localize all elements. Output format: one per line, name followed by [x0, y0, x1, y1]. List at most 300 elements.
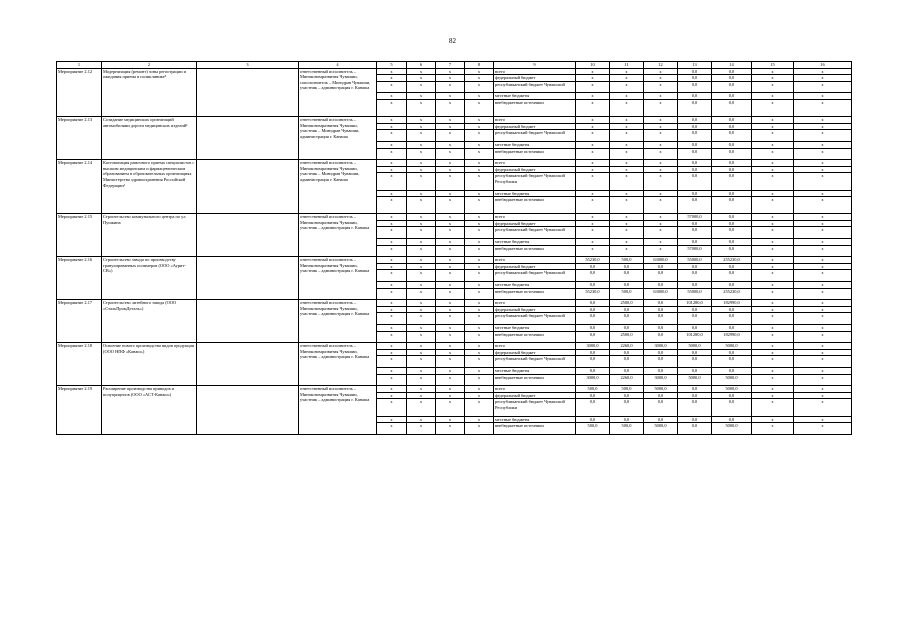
value-cell: х — [610, 130, 644, 142]
value-cell: 55230,0 — [576, 257, 610, 264]
value-cell: х — [644, 160, 678, 167]
code-cell: х — [436, 392, 465, 399]
value-cell: 0,0 — [712, 227, 752, 239]
code-cell: х — [465, 245, 494, 257]
code-cell: х — [407, 392, 436, 399]
code-cell: х — [377, 123, 407, 130]
value-cell: 0,0 — [712, 245, 752, 257]
value-cell: х — [794, 300, 852, 307]
value-cell: 2500,0 — [610, 300, 644, 307]
column-header: 9 — [494, 62, 576, 69]
measure-name: Освоение нового производства видов продукции (ООО НПФ «Канаш») — [102, 343, 197, 386]
value-cell: 0,0 — [644, 306, 678, 313]
value-cell: 0,0 — [678, 367, 712, 374]
code-cell: х — [407, 173, 436, 190]
code-cell: х — [465, 123, 494, 130]
code-cell: х — [465, 220, 494, 227]
measure-executor: ответственный исполнитель – Минэкономразвития Чувашии, участник – Минздрав Чувашии, администрация г. Канаша — [299, 160, 377, 214]
value-cell: х — [644, 173, 678, 190]
code-cell: х — [377, 263, 407, 270]
value-cell: 5000,0 — [712, 386, 752, 393]
value-cell: х — [794, 245, 852, 257]
funding-source: внебюджетные источники — [494, 423, 576, 435]
value-cell: х — [576, 75, 610, 82]
code-cell: х — [377, 367, 407, 374]
code-cell: х — [436, 93, 465, 100]
funding-source: федеральный бюджет — [494, 306, 576, 313]
code-cell: х — [436, 148, 465, 160]
measure-id: Мероприятие 2.16 — [57, 257, 102, 300]
value-cell: х — [644, 190, 678, 197]
value-cell: 0,0 — [576, 356, 610, 368]
value-cell: х — [610, 245, 644, 257]
value-cell: 3000,0 — [576, 374, 610, 386]
code-cell: х — [465, 68, 494, 75]
code-cell: х — [377, 374, 407, 386]
measure-executor: ответственный исполнитель – Минэкономразвития Чувашии, участник – администрация г. Канаша — [299, 257, 377, 300]
funding-source: республиканский бюджет Чувашской — [494, 81, 576, 93]
value-cell: х — [610, 123, 644, 130]
column-header: 5 — [377, 62, 407, 69]
value-cell: 3000,0 — [576, 343, 610, 350]
value-cell: х — [644, 214, 678, 221]
value-cell: х — [752, 173, 794, 190]
value-cell: х — [576, 239, 610, 246]
value-cell: 0,0 — [678, 386, 712, 393]
value-cell: 0,0 — [576, 263, 610, 270]
value-cell: х — [794, 166, 852, 173]
code-cell: х — [407, 257, 436, 264]
code-cell: х — [407, 349, 436, 356]
value-cell: х — [752, 356, 794, 368]
value-cell: 0,0 — [610, 313, 644, 325]
value-cell: х — [752, 300, 794, 307]
code-cell: х — [465, 423, 494, 435]
code-cell: х — [407, 331, 436, 343]
value-cell: х — [752, 325, 794, 332]
value-cell: 5000,0 — [712, 423, 752, 435]
value-cell: 0,0 — [712, 75, 752, 82]
code-cell: х — [436, 130, 465, 142]
code-cell: х — [436, 263, 465, 270]
value-cell: 0,0 — [576, 313, 610, 325]
value-cell: 5000,0 — [678, 374, 712, 386]
code-cell: х — [377, 386, 407, 393]
value-cell: х — [752, 270, 794, 282]
code-cell: х — [465, 93, 494, 100]
value-cell: х — [610, 160, 644, 167]
table-row — [57, 386, 852, 393]
value-cell: 0,0 — [712, 399, 752, 416]
code-cell: х — [465, 81, 494, 93]
table-row — [57, 68, 852, 75]
code-cell: х — [465, 190, 494, 197]
code-cell: х — [377, 173, 407, 190]
code-cell: х — [407, 227, 436, 239]
value-cell: 0,0 — [644, 399, 678, 416]
code-cell: х — [377, 392, 407, 399]
value-cell: 0,0 — [678, 166, 712, 173]
value-cell: 55000,0 — [678, 257, 712, 264]
value-cell: 0,0 — [610, 349, 644, 356]
funding-source: федеральный бюджет — [494, 392, 576, 399]
code-cell: х — [436, 288, 465, 300]
value-cell: 0,0 — [610, 399, 644, 416]
funding-source: республиканский бюджет Чувашской Республики — [494, 173, 576, 190]
value-cell: 500,0 — [610, 257, 644, 264]
code-cell: х — [377, 239, 407, 246]
measure-col3 — [197, 300, 299, 343]
value-cell: 0,0 — [678, 239, 712, 246]
value-cell: 0,0 — [644, 270, 678, 282]
value-cell: 5000,0 — [678, 343, 712, 350]
funding-source: всего — [494, 300, 576, 307]
value-cell: 255230,0 — [712, 288, 752, 300]
value-cell: 0,0 — [678, 99, 712, 116]
value-cell: 0,0 — [712, 93, 752, 100]
code-cell: х — [377, 220, 407, 227]
code-cell: х — [465, 392, 494, 399]
code-cell: х — [465, 306, 494, 313]
value-cell: х — [752, 160, 794, 167]
measure-name: Строительство коммунального центра по ул. Пушкина — [102, 214, 197, 257]
value-cell: х — [794, 356, 852, 368]
code-cell: х — [436, 367, 465, 374]
code-cell: х — [407, 416, 436, 423]
code-cell: х — [465, 367, 494, 374]
value-cell: 0,0 — [712, 270, 752, 282]
code-cell: х — [465, 141, 494, 148]
funding-source: всего — [494, 343, 576, 350]
code-cell: х — [377, 99, 407, 116]
value-cell: х — [752, 130, 794, 142]
column-header: 11 — [610, 62, 644, 69]
value-cell: х — [752, 263, 794, 270]
code-cell: х — [436, 257, 465, 264]
funding-source: федеральный бюджет — [494, 220, 576, 227]
code-cell: х — [407, 399, 436, 416]
value-cell: х — [794, 190, 852, 197]
code-cell: х — [465, 300, 494, 307]
value-cell: 0,0 — [644, 282, 678, 289]
value-cell: х — [752, 374, 794, 386]
code-cell: х — [465, 313, 494, 325]
value-cell: х — [610, 141, 644, 148]
value-cell: х — [752, 399, 794, 416]
code-cell: х — [436, 190, 465, 197]
value-cell: х — [576, 117, 610, 124]
code-cell: х — [407, 93, 436, 100]
value-cell: х — [610, 68, 644, 75]
value-cell: 0,0 — [712, 239, 752, 246]
value-cell: 500,0 — [576, 386, 610, 393]
code-cell: х — [436, 325, 465, 332]
code-cell: х — [465, 257, 494, 264]
code-cell: х — [407, 81, 436, 93]
value-cell: 2260,0 — [610, 374, 644, 386]
value-cell: х — [576, 214, 610, 221]
column-header: 3 — [197, 62, 299, 69]
funding-source: местные бюджеты — [494, 282, 576, 289]
value-cell: х — [794, 306, 852, 313]
value-cell: х — [576, 99, 610, 116]
value-cell: 0,0 — [678, 68, 712, 75]
code-cell: х — [407, 99, 436, 116]
value-cell: 0,0 — [576, 270, 610, 282]
value-cell: х — [794, 343, 852, 350]
value-cell: 0,0 — [712, 130, 752, 142]
value-cell: х — [610, 99, 644, 116]
funding-source: федеральный бюджет — [494, 75, 576, 82]
value-cell: х — [794, 349, 852, 356]
value-cell: 0,0 — [678, 141, 712, 148]
code-cell: х — [377, 270, 407, 282]
funding-source: республиканский бюджет Чувашской — [494, 227, 576, 239]
value-cell: 0,0 — [576, 331, 610, 343]
funding-source: местные бюджеты — [494, 367, 576, 374]
value-cell: х — [610, 81, 644, 93]
value-cell: 0,0 — [712, 325, 752, 332]
measure-id: Мероприятие 2.19 — [57, 386, 102, 435]
code-cell: х — [377, 399, 407, 416]
value-cell: х — [794, 148, 852, 160]
value-cell: х — [752, 227, 794, 239]
code-cell: х — [407, 282, 436, 289]
value-cell: 0,0 — [678, 416, 712, 423]
code-cell: х — [436, 81, 465, 93]
funding-source: внебюджетные источники — [494, 288, 576, 300]
measure-col3 — [197, 117, 299, 160]
funding-source: внебюджетные источники — [494, 331, 576, 343]
value-cell: 63000,0 — [644, 257, 678, 264]
value-cell: х — [610, 166, 644, 173]
value-cell: 0,0 — [678, 75, 712, 82]
value-cell: 500,0 — [610, 288, 644, 300]
value-cell: х — [752, 99, 794, 116]
value-cell: х — [752, 331, 794, 343]
value-cell: 5000,0 — [712, 343, 752, 350]
code-cell: х — [436, 270, 465, 282]
code-cell: х — [436, 416, 465, 423]
value-cell: х — [794, 81, 852, 93]
value-cell: х — [794, 214, 852, 221]
value-cell: х — [752, 220, 794, 227]
code-cell: х — [436, 423, 465, 435]
code-cell: х — [407, 325, 436, 332]
value-cell: 0,0 — [610, 306, 644, 313]
value-cell: 0,0 — [610, 356, 644, 368]
value-cell: х — [794, 93, 852, 100]
measure-name: Модернизация (ремонт) зоны регистрации и ожидания приема в поликлинике⁵ — [102, 68, 197, 117]
funding-source: федеральный бюджет — [494, 123, 576, 130]
code-cell: х — [377, 423, 407, 435]
value-cell: х — [752, 416, 794, 423]
value-cell: х — [644, 245, 678, 257]
funding-source: внебюджетные источники — [494, 374, 576, 386]
funding-source: всего — [494, 117, 576, 124]
value-cell: х — [752, 117, 794, 124]
value-cell: х — [794, 197, 852, 214]
value-cell: 0,0 — [644, 356, 678, 368]
column-header: 2 — [102, 62, 197, 69]
value-cell: х — [644, 123, 678, 130]
code-cell: х — [436, 141, 465, 148]
value-cell: 0,0 — [712, 117, 752, 124]
column-header: 13 — [678, 62, 712, 69]
value-cell: х — [644, 227, 678, 239]
code-cell: х — [407, 374, 436, 386]
value-cell: х — [752, 197, 794, 214]
value-cell: х — [794, 123, 852, 130]
code-cell: х — [436, 117, 465, 124]
funding-source: федеральный бюджет — [494, 263, 576, 270]
value-cell: х — [752, 282, 794, 289]
measure-name: Строительство литейного завода (ООО «СтальПромДеталь») — [102, 300, 197, 343]
value-cell: 0,0 — [678, 148, 712, 160]
code-cell: х — [465, 270, 494, 282]
code-cell: х — [436, 313, 465, 325]
code-cell: х — [465, 197, 494, 214]
value-cell: х — [752, 214, 794, 221]
code-cell: х — [407, 220, 436, 227]
code-cell: х — [407, 75, 436, 82]
code-cell: х — [377, 197, 407, 214]
measure-id: Мероприятие 2.18 — [57, 343, 102, 386]
code-cell: х — [465, 399, 494, 416]
code-cell: х — [465, 117, 494, 124]
value-cell: 500,0 — [576, 423, 610, 435]
code-cell: х — [436, 349, 465, 356]
table-row — [57, 343, 852, 350]
value-cell: 0,0 — [576, 349, 610, 356]
code-cell: х — [377, 130, 407, 142]
value-cell: х — [752, 148, 794, 160]
value-cell: х — [794, 239, 852, 246]
measure-id: Мероприятие 2.14 — [57, 160, 102, 214]
code-cell: х — [407, 166, 436, 173]
code-cell: х — [465, 239, 494, 246]
value-cell: х — [610, 148, 644, 160]
value-cell: 0,0 — [712, 356, 752, 368]
code-cell: х — [465, 325, 494, 332]
value-cell: 0,0 — [644, 349, 678, 356]
measure-col3 — [197, 160, 299, 214]
funding-source: республиканский бюджет Чувашской — [494, 313, 576, 325]
value-cell: х — [794, 117, 852, 124]
code-cell: х — [407, 190, 436, 197]
value-cell: х — [794, 220, 852, 227]
code-cell: х — [436, 239, 465, 246]
value-cell: 0,0 — [576, 399, 610, 416]
value-cell: х — [644, 130, 678, 142]
funding-source: внебюджетные источники — [494, 245, 576, 257]
budget-table — [56, 61, 852, 435]
value-cell: 0,0 — [644, 331, 678, 343]
value-cell: х — [610, 214, 644, 221]
value-cell: х — [644, 99, 678, 116]
value-cell: х — [576, 166, 610, 173]
value-cell: х — [576, 141, 610, 148]
value-cell: х — [610, 117, 644, 124]
value-cell: 0,0 — [712, 166, 752, 173]
code-cell: х — [465, 227, 494, 239]
value-cell: х — [644, 117, 678, 124]
value-cell: 0,0 — [610, 325, 644, 332]
value-cell: х — [752, 349, 794, 356]
measure-name: Созидание медицинских организаций автомобилями дороги медицинских изделий³ — [102, 117, 197, 160]
code-cell: х — [407, 367, 436, 374]
value-cell: х — [610, 75, 644, 82]
funding-source: федеральный бюджет — [494, 166, 576, 173]
code-cell: х — [436, 331, 465, 343]
column-header: 12 — [644, 62, 678, 69]
value-cell: х — [644, 75, 678, 82]
code-cell: х — [407, 214, 436, 221]
value-cell: 0,0 — [712, 416, 752, 423]
code-cell: х — [465, 148, 494, 160]
column-header: 10 — [576, 62, 610, 69]
value-cell: 0,0 — [712, 160, 752, 167]
value-cell: 0,0 — [678, 130, 712, 142]
value-cell: 55000,0 — [678, 288, 712, 300]
code-cell: х — [407, 288, 436, 300]
table-row — [57, 300, 852, 307]
code-cell: х — [436, 68, 465, 75]
value-cell: х — [752, 166, 794, 173]
value-cell: х — [610, 197, 644, 214]
code-cell: х — [407, 68, 436, 75]
code-cell: х — [465, 386, 494, 393]
code-cell: х — [377, 148, 407, 160]
value-cell: 500,0 — [610, 386, 644, 393]
code-cell: х — [377, 288, 407, 300]
value-cell: 0,0 — [712, 392, 752, 399]
code-cell: х — [436, 227, 465, 239]
value-cell: 0,0 — [678, 197, 712, 214]
value-cell: х — [794, 263, 852, 270]
value-cell: х — [610, 220, 644, 227]
code-cell: х — [377, 349, 407, 356]
value-cell: х — [576, 160, 610, 167]
code-cell: х — [465, 331, 494, 343]
value-cell: х — [794, 325, 852, 332]
value-cell: х — [794, 313, 852, 325]
value-cell: 0,0 — [576, 416, 610, 423]
code-cell: х — [407, 141, 436, 148]
value-cell: 0,0 — [644, 300, 678, 307]
code-cell: х — [377, 160, 407, 167]
column-header: 8 — [465, 62, 494, 69]
code-cell: х — [407, 263, 436, 270]
value-cell: 63000,0 — [644, 288, 678, 300]
measure-executor: ответственный исполнитель – Минэкономразвития Чувашии, участник – администрация г. Канаша — [299, 214, 377, 257]
funding-source: всего — [494, 386, 576, 393]
code-cell: х — [377, 166, 407, 173]
column-header: 4 — [299, 62, 377, 69]
value-cell: х — [752, 343, 794, 350]
value-cell: 2500,0 — [610, 331, 644, 343]
code-cell: х — [436, 374, 465, 386]
code-cell: х — [407, 148, 436, 160]
code-cell: х — [377, 68, 407, 75]
measure-name: Расширение производства приводов и полуприцепов (ООО «АСТ-Канаш») — [102, 386, 197, 435]
measure-executor: ответственный исполнитель – Минэкономразвития Чувашии, участник – администрация г. Канаша — [299, 343, 377, 386]
measure-id: Мероприятие 2.15 — [57, 214, 102, 257]
value-cell: х — [794, 75, 852, 82]
value-cell: х — [752, 141, 794, 148]
value-cell: х — [752, 313, 794, 325]
code-cell: х — [436, 173, 465, 190]
